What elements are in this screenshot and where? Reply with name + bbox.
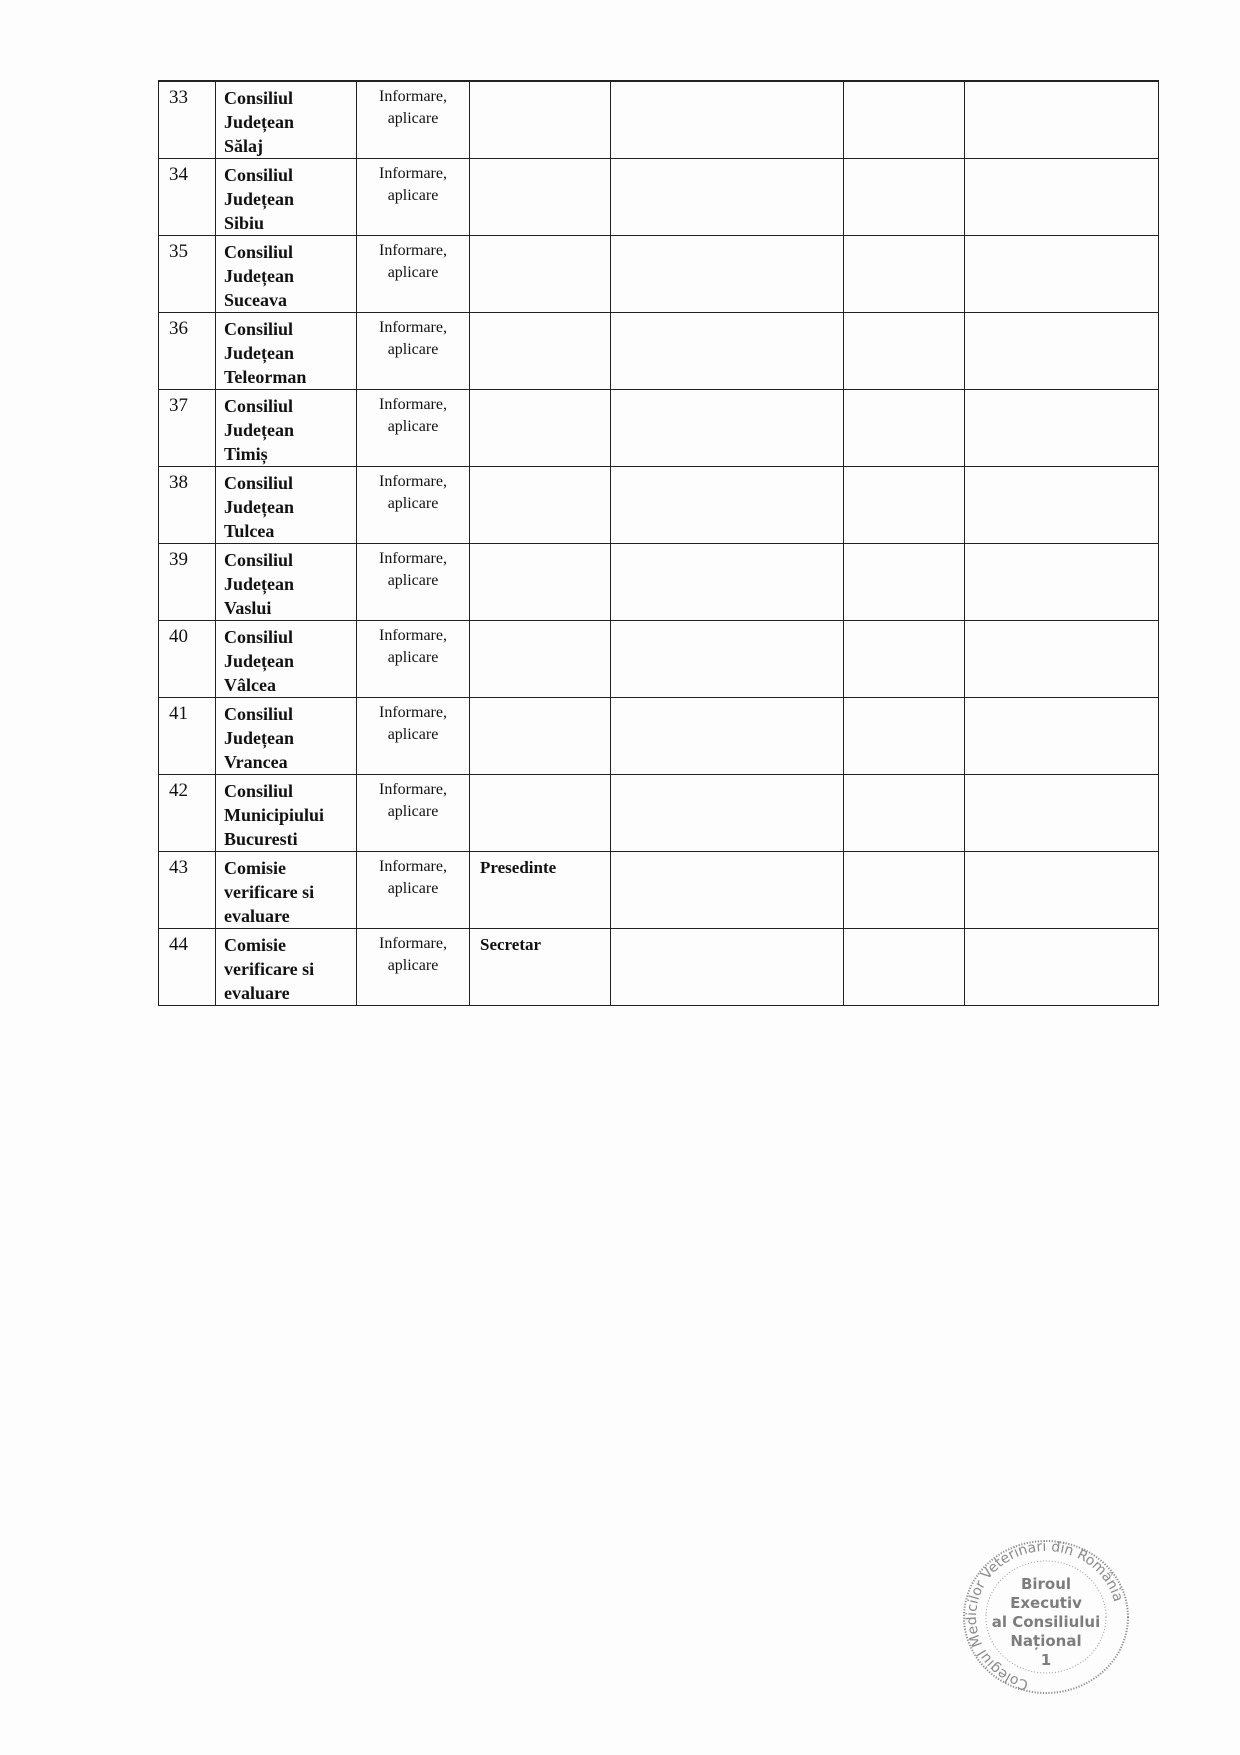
institution-name-line: Vâlcea — [224, 675, 276, 695]
activity-cell — [357, 390, 470, 467]
row-number-cell — [159, 467, 216, 544]
institution-name-line: verificare si — [224, 882, 315, 902]
empty-cell — [965, 852, 1159, 929]
stamp-ring-text: Colegiul Medicilor Veterinari din România — [963, 1538, 1126, 1693]
activity-line: aplicare — [387, 495, 439, 512]
row-number: 36 — [169, 318, 188, 339]
role-cell — [470, 544, 611, 621]
empty-cell — [844, 544, 965, 621]
table-row — [159, 81, 1159, 159]
activity-line: Informare, — [379, 242, 447, 259]
empty-cell — [844, 159, 965, 236]
table-row — [159, 236, 1159, 313]
institution-name-line: Suceava — [224, 290, 287, 310]
institution-name-line: Județean — [224, 189, 295, 209]
empty-cell — [965, 467, 1159, 544]
institution-name-line: Tulcea — [224, 521, 275, 541]
stamp-line-2: Executiv — [1010, 1594, 1082, 1612]
table-row — [159, 775, 1159, 852]
activity-cell — [357, 544, 470, 621]
table-row — [159, 698, 1159, 775]
activity-line: aplicare — [387, 880, 439, 897]
empty-cell — [611, 775, 844, 852]
institution-name-line: Consiliul — [224, 396, 294, 416]
row-number-cell — [159, 159, 216, 236]
row-number: 41 — [169, 703, 188, 724]
empty-cell — [965, 390, 1159, 467]
empty-cell — [965, 621, 1159, 698]
role-cell — [470, 775, 611, 852]
row-number: 42 — [169, 780, 188, 801]
row-number: 43 — [169, 857, 188, 878]
empty-cell — [844, 390, 965, 467]
institution-name-line: Consiliul — [224, 781, 294, 801]
role-cell — [470, 621, 611, 698]
empty-cell — [844, 313, 965, 390]
institution-name-line: verificare si — [224, 959, 315, 979]
institution-name-line: Comisie — [224, 858, 286, 878]
activity-line: aplicare — [387, 264, 439, 281]
activity-line: Informare, — [379, 319, 447, 336]
institution-cell — [216, 929, 357, 1006]
institution-name-line: Municipiului — [224, 805, 325, 825]
role-cell — [470, 159, 611, 236]
empty-cell — [611, 159, 844, 236]
row-number-cell — [159, 929, 216, 1006]
table-row — [159, 390, 1159, 467]
activity-line: Informare, — [379, 935, 447, 952]
empty-cell — [965, 236, 1159, 313]
institution-name-line: Județean — [224, 266, 295, 286]
institution-cell — [216, 467, 357, 544]
activity-line: aplicare — [387, 110, 439, 127]
row-number-cell — [159, 236, 216, 313]
activity-cell — [357, 852, 470, 929]
empty-cell — [965, 698, 1159, 775]
institution-name-line: Județean — [224, 497, 295, 517]
activity-line: Informare, — [379, 550, 447, 567]
activity-line: aplicare — [387, 803, 439, 820]
empty-cell — [611, 621, 844, 698]
empty-cell — [844, 236, 965, 313]
activity-line: Informare, — [379, 88, 447, 105]
activity-line: Informare, — [379, 704, 447, 721]
activity-cell — [357, 467, 470, 544]
empty-cell — [844, 81, 965, 159]
row-number-cell — [159, 621, 216, 698]
institution-cell — [216, 236, 357, 313]
institution-name-line: Județean — [224, 574, 295, 594]
institution-name-line: Consiliul — [224, 319, 294, 339]
activity-cell — [357, 313, 470, 390]
institution-cell — [216, 775, 357, 852]
row-number-cell — [159, 544, 216, 621]
institution-name-line: Consiliul — [224, 550, 294, 570]
table-row — [159, 929, 1159, 1006]
activity-line: Informare, — [379, 781, 447, 798]
activity-cell — [357, 236, 470, 313]
stamp-line-4: Național — [1010, 1632, 1082, 1650]
activity-cell — [357, 775, 470, 852]
role-cell — [470, 81, 611, 159]
empty-cell — [611, 81, 844, 159]
role-cell — [470, 313, 611, 390]
empty-cell — [611, 852, 844, 929]
activity-line: Informare, — [379, 858, 447, 875]
institution-name-line: Consiliul — [224, 242, 294, 262]
role-cell — [470, 236, 611, 313]
institution-cell — [216, 313, 357, 390]
institution-name-line: Vaslui — [224, 598, 272, 618]
activity-cell — [357, 929, 470, 1006]
role-cell — [470, 929, 611, 1006]
activity-line: aplicare — [387, 649, 439, 666]
empty-cell — [844, 775, 965, 852]
empty-cell — [611, 390, 844, 467]
row-number-cell — [159, 81, 216, 159]
row-number: 34 — [169, 164, 188, 185]
institution-cell — [216, 390, 357, 467]
institution-cell — [216, 544, 357, 621]
activity-line: Informare, — [379, 396, 447, 413]
activity-line: aplicare — [387, 572, 439, 589]
role-cell — [470, 390, 611, 467]
empty-cell — [965, 929, 1159, 1006]
row-number-cell — [159, 313, 216, 390]
institution-cell — [216, 159, 357, 236]
role-cell — [470, 467, 611, 544]
institution-name-line: Sibiu — [224, 213, 265, 233]
stamp-line-3: al Consiliului — [991, 1613, 1101, 1631]
activity-line: aplicare — [387, 418, 439, 435]
empty-cell — [611, 544, 844, 621]
role-cell — [470, 852, 611, 929]
row-number: 35 — [169, 241, 188, 262]
institution-name-line: Consiliul — [224, 473, 294, 493]
empty-cell — [844, 929, 965, 1006]
activity-cell — [357, 621, 470, 698]
institution-name-line: evaluare — [224, 906, 290, 926]
empty-cell — [965, 81, 1159, 159]
institution-name-line: evaluare — [224, 983, 290, 1003]
empty-cell — [844, 852, 965, 929]
row-number: 44 — [169, 934, 188, 955]
institution-name-line: Vrancea — [224, 752, 288, 772]
row-number-cell — [159, 390, 216, 467]
row-number-cell — [159, 775, 216, 852]
institution-name-line: Timiș — [224, 444, 268, 464]
role-label: Secretar — [480, 935, 542, 954]
empty-cell — [844, 698, 965, 775]
table-row — [159, 313, 1159, 390]
empty-cell — [965, 775, 1159, 852]
empty-cell — [965, 544, 1159, 621]
row-number: 37 — [169, 395, 188, 416]
table-row — [159, 852, 1159, 929]
stamp-line-1: Biroul — [1020, 1575, 1072, 1593]
institution-name-line: Consiliul — [224, 88, 294, 108]
institution-name-line: Sălaj — [224, 136, 264, 156]
institution-name-line: Județean — [224, 728, 295, 748]
role-label: Presedinte — [480, 858, 557, 877]
official-stamp — [960, 1535, 1132, 1695]
institution-cell — [216, 698, 357, 775]
institution-name-line: Județean — [224, 112, 295, 132]
row-number: 38 — [169, 472, 188, 493]
role-cell — [470, 698, 611, 775]
institution-name-line: Consiliul — [224, 165, 294, 185]
activity-line: Informare, — [379, 627, 447, 644]
empty-cell — [844, 467, 965, 544]
empty-cell — [844, 621, 965, 698]
institution-name-line: Comisie — [224, 935, 286, 955]
empty-cell — [611, 698, 844, 775]
row-number: 39 — [169, 549, 188, 570]
empty-cell — [611, 929, 844, 1006]
institution-name-line: Consiliul — [224, 704, 294, 724]
registry-table — [158, 80, 1159, 1006]
row-number: 40 — [169, 626, 188, 647]
empty-cell — [611, 467, 844, 544]
empty-cell — [965, 159, 1159, 236]
table-row — [159, 159, 1159, 236]
institution-name-line: Teleorman — [224, 367, 307, 387]
empty-cell — [965, 313, 1159, 390]
table-row — [159, 544, 1159, 621]
institution-cell — [216, 81, 357, 159]
institution-cell — [216, 852, 357, 929]
table-row — [159, 621, 1159, 698]
activity-line: Informare, — [379, 473, 447, 490]
institution-name-line: Județean — [224, 343, 295, 363]
institution-name-line: Bucuresti — [224, 829, 298, 849]
activity-line: Informare, — [379, 165, 447, 182]
institution-cell — [216, 621, 357, 698]
row-number-cell — [159, 698, 216, 775]
institution-name-line: Județean — [224, 420, 295, 440]
registry-table-body — [159, 81, 1159, 1006]
activity-cell — [357, 81, 470, 159]
empty-cell — [611, 236, 844, 313]
activity-line: aplicare — [387, 726, 439, 743]
activity-line: aplicare — [387, 341, 439, 358]
stamp-number: 1 — [1040, 1651, 1052, 1669]
activity-line: aplicare — [387, 187, 439, 204]
table-row — [159, 467, 1159, 544]
activity-cell — [357, 159, 470, 236]
row-number: 33 — [169, 87, 188, 108]
institution-name-line: Județean — [224, 651, 295, 671]
empty-cell — [611, 313, 844, 390]
activity-line: aplicare — [387, 957, 439, 974]
row-number-cell — [159, 852, 216, 929]
activity-cell — [357, 698, 470, 775]
institution-name-line: Consiliul — [224, 627, 294, 647]
